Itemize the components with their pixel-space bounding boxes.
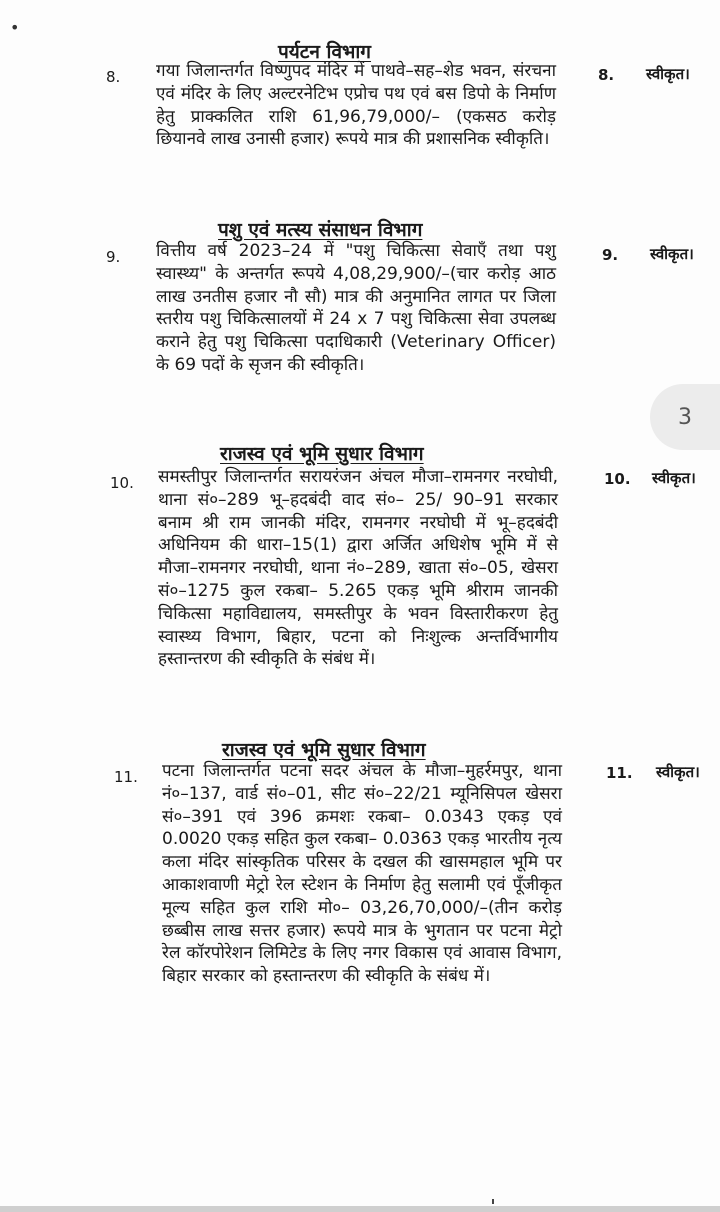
scroll-indicator-tick (492, 1199, 494, 1204)
item-text: पटना जिलान्तर्गत पटना सदर अंचल के मौजा–मुहर्रमपुर, थाना नं०–137, वार्ड सं०–01, सीट सं०–22/21 म्यूनिसिपल खेसरा सं०–391 एवं 396 क्रमशः रकबा– 0.0343 एकड़ एवं 0.0020 एकड़ सहित कुल रकबा– 0.0363 एकड़ भारतीय नृत्य कला मंदिर सांस्कृतिक परिसर के दखल की खासमहाल भूमि पर आकाशवाणी मेट्रो रेल स्टेशन के निर्माण हेतु सलामी एवं पूँजीकृत मूल्य सहित कुल राशि मो०– 03,26,70,000/–(तीन करोड़ छब्बीस लाख सत्तर हजार) रूपये मात्र के भुगतान पर पटना मेट्रो रेल कॉरपोरेशन लिमिटेड के लिए नगर विकास एवं आवास विभाग, बिहार सरकार को हस्तान्तरण की स्वीकृति के संबंध में। (162, 761, 562, 987)
item-number: 11. (114, 768, 138, 786)
item-text: समस्तीपुर जिलान्तर्गत सरायरंजन अंचल मौजा–रामनगर नरघोघी, थाना सं०–289 भू–हदबंदी वाद सं०– 25/ 90–91 सरकार बनाम श्री राम जानकी मंदिर, रामनगर नरघोघी में भू–हदबंदी अधिनियम की धारा–15(1) द्वारा अर्जित अधिशेष भूमि में से मौजा–रामनगर नरघोघी, थाना नं०–289, खाता सं०–05, खेसरा सं०–1275 कुल रकबा– 5.265 एकड़ भूमि श्रीराम जानकी चिकित्सा महाविद्यालय, समस्तीपुर के भवन विस्तारीकरण हेतु स्वास्थ्य विभाग, बिहार, पटना को निःशुल्क अन्तर्विभागीय हस्तान्तरण की स्वीकृति के संबंध में। (158, 467, 558, 670)
page-number-badge: 3 (650, 384, 720, 450)
department-heading: पशु एवं मत्स्य संसाधन विभाग (218, 219, 423, 241)
status-label: स्वीकृत। (652, 469, 696, 487)
department-heading: राजस्व एवं भूमि सुधार विभाग (222, 739, 426, 761)
status-label: स्वीकृत। (650, 245, 694, 263)
item-text: वित्तीय वर्ष 2023–24 में "पशु चिकित्सा सेवाएँ तथा पशु स्वास्थ्य" के अन्तर्गत रूपये 4,08,29,900/–(चार करोड़ आठ लाख उनतीस हजार नौ सौ) मात्र की अनुमानित लागत पर जिला स्तरीय पशु चिकित्सालयों में 24 x 7 पशु चिकित्सा सेवा उपलब्ध कराने हेतु पशु चिकित्सा पदाधिकारी (Veterinary Officer) के 69 पदों के सृजन की स्वीकृति। (156, 241, 556, 375)
item-number-right: 8. (598, 66, 615, 84)
department-heading: राजस्व एवं भूमि सुधार विभाग (220, 443, 424, 465)
item-text: गया जिलान्तर्गत विष्णुपद मंदिर में पाथवे–सह–शेड भवन, संरचना एवं मंदिर के लिए अल्टरनेटिभ एप्रोच पथ एवं बस डिपो के निर्माण हेतु प्राक्कलित राशि 61,96,79,000/– (एकसठ करोड़ छियानवे लाख उनासी हजार) रूपये मात्र की प्रशासनिक स्वीकृति। (156, 61, 556, 150)
department-heading: पर्यटन विभाग (278, 41, 372, 63)
item-number: 9. (106, 248, 121, 266)
item-number: 10. (110, 474, 134, 492)
item-number-right: 11. (606, 764, 633, 782)
item-number: 8. (106, 68, 121, 86)
item-number-right: 9. (602, 246, 619, 264)
item-number-right: 10. (604, 470, 631, 488)
page-marker: • (10, 18, 20, 37)
bottom-scrollbar[interactable] (0, 1206, 720, 1212)
status-label: स्वीकृत। (646, 65, 690, 83)
status-label: स्वीकृत। (656, 763, 700, 781)
